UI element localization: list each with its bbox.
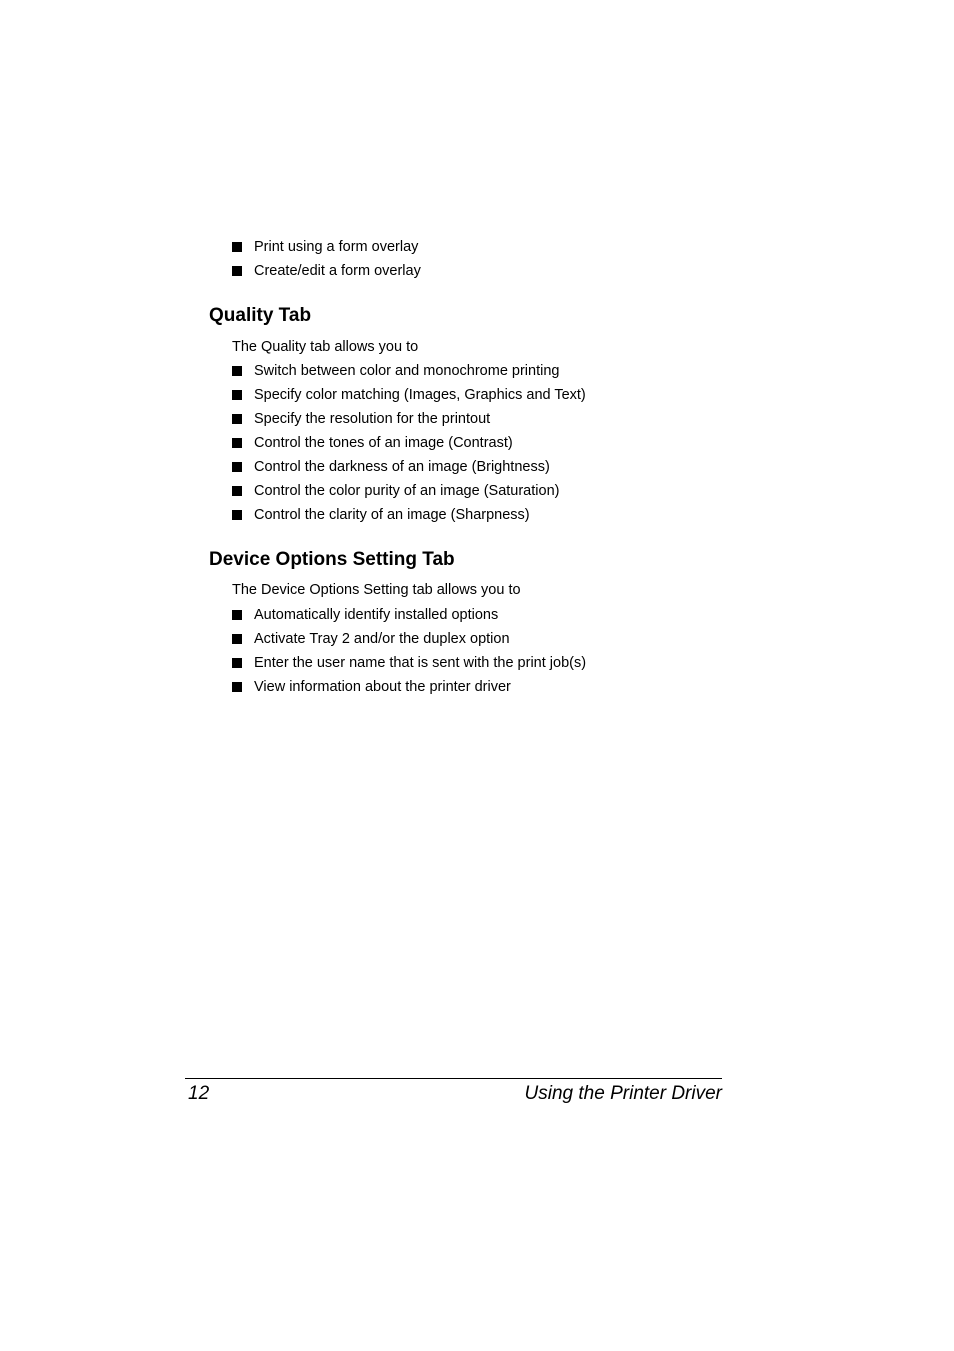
list-item-label: Specify the resolution for the printout [254, 411, 491, 427]
device-options-tab-heading: Device Options Setting Tab [209, 549, 455, 570]
list-item-label: Specify color matching (Images, Graphics and Text) [254, 387, 586, 403]
list-item-label: Switch between color and monochrome printing [254, 363, 560, 379]
square-bullet-icon [232, 438, 242, 448]
square-bullet-icon [232, 634, 242, 644]
list-item-label: Control the color purity of an image (Saturation) [254, 483, 560, 499]
list-item-label: Control the darkness of an image (Brightness) [254, 459, 550, 475]
square-bullet-icon [232, 658, 242, 668]
list-item-label: Control the clarity of an image (Sharpness) [254, 507, 530, 523]
square-bullet-icon [232, 390, 242, 400]
quality-tab-intro: The Quality tab allows you to [232, 339, 419, 355]
quality-tab-heading: Quality Tab [209, 305, 312, 326]
square-bullet-icon [232, 414, 242, 424]
list-item-label: Print using a form overlay [254, 239, 419, 255]
square-bullet-icon [232, 510, 242, 520]
page-number: 12 [188, 1083, 210, 1104]
square-bullet-icon [232, 462, 242, 472]
list-item-label: Control the tones of an image (Contrast) [254, 435, 513, 451]
square-bullet-icon [232, 242, 242, 252]
device-options-tab-intro: The Device Options Setting tab allows you to [232, 582, 521, 598]
list-item-label: Automatically identify installed options [254, 607, 499, 623]
footer-divider [185, 1078, 722, 1079]
list-item-label: Create/edit a form overlay [254, 263, 421, 279]
list-item-label: Enter the user name that is sent with the print job(s) [254, 655, 587, 671]
square-bullet-icon [232, 610, 242, 620]
list-item-label: Activate Tray 2 and/or the duplex option [254, 631, 510, 647]
square-bullet-icon [232, 366, 242, 376]
square-bullet-icon [232, 486, 242, 496]
square-bullet-icon [232, 682, 242, 692]
square-bullet-icon [232, 266, 242, 276]
chapter-title: Using the Printer Driver [524, 1083, 722, 1104]
list-item-label: View information about the printer driver [254, 679, 511, 695]
